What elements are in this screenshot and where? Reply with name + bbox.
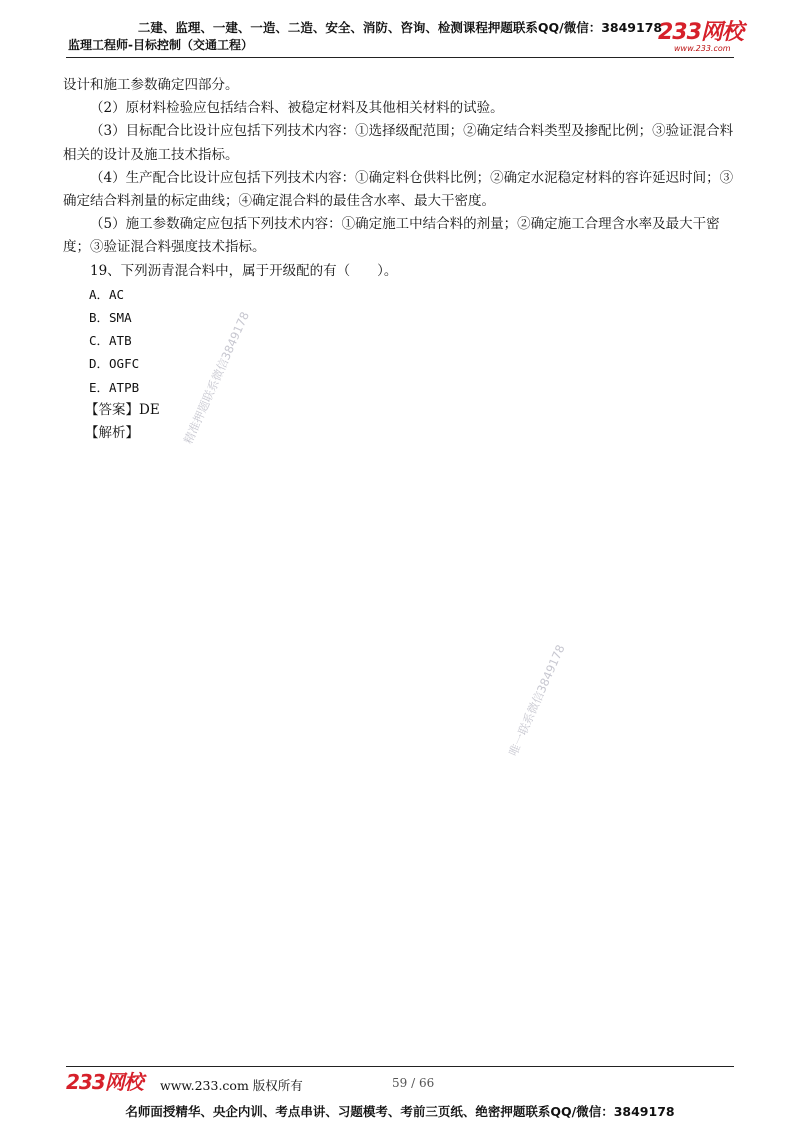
paragraph: （5）施工参数确定应包括下列技术内容：①确定施工中结合料的剂量；②确定施工合理含水率及最大干密度；③验证混合料强度技术指标。: [63, 216, 720, 256]
header-promo: 二建、监理、一建、一造、二造、安全、消防、咨询、检测课程押题联系QQ/微信：3849178: [137, 20, 663, 35]
footer-divider: [66, 1066, 734, 1067]
brand-logo: 233网校: [658, 20, 743, 45]
analysis-heading: 【解析】: [85, 425, 139, 442]
option-e: E．ATPB: [89, 379, 140, 395]
answer-line: 【答案】DE: [85, 401, 160, 418]
watermark: 精准押题联系微信3849178: [180, 309, 252, 447]
paragraph: （2）原材料检验应包括结合料、被稳定材料及其他相关材料的试验。: [90, 100, 504, 117]
paragraph: （3）目标配合比设计应包括下列技术内容：①选择级配范围；②确定结合料类型及掺配比例；③验证混合料相关的设计及施工技术指标。: [63, 123, 734, 163]
option-a: A．AC: [89, 286, 125, 302]
brand-logo-url: www.233.com: [674, 44, 731, 53]
option-b: B．SMA: [89, 310, 132, 326]
question-text: 19、下列沥青混合料中，属于开级配的有（ ）。: [90, 262, 398, 279]
option-c: C．ATB: [89, 333, 132, 349]
watermark: 唯一联系微信3849178: [505, 642, 568, 759]
footer-logo: 233网校: [66, 1070, 143, 1094]
paragraph: （4）生产配合比设计应包括下列技术内容：①确定料仓供料比例；②确定水泥稳定材料的容许延迟时间；③确定结合料剂量的标定曲线；④确定混合料的最佳含水率、最大干密度。: [63, 169, 734, 210]
paragraph: 设计和施工参数确定四部分。: [63, 77, 239, 93]
document-subtitle: 监理工程师-目标控制（交通工程）: [68, 38, 253, 52]
footer-copyright: www.233.com 版权所有: [160, 1078, 303, 1093]
header-divider: [66, 57, 734, 58]
page-number: 59 / 66: [392, 1076, 435, 1090]
page-content: [63, 74, 743, 445]
option-d: D．OGFC: [89, 356, 140, 372]
footer-promo: 名师面授精华、央企内训、考点串讲、习题模考、考前三页纸、绝密押题联系QQ/微信：3849178: [125, 1104, 675, 1119]
